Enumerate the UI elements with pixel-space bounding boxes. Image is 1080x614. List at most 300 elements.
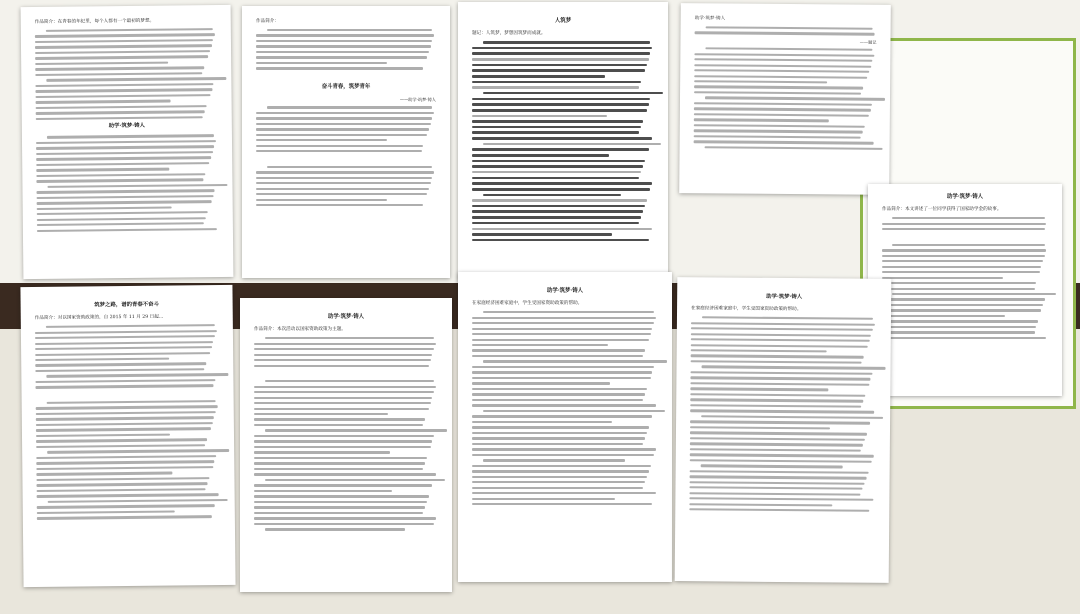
text-line (472, 199, 647, 201)
text-line (483, 143, 661, 145)
text-line (472, 426, 649, 428)
text-line (472, 404, 656, 406)
text-line (472, 239, 649, 242)
text-line (35, 379, 215, 383)
text-line (254, 386, 436, 388)
text-line (37, 211, 208, 215)
text-line (472, 382, 610, 384)
text-line (265, 429, 447, 431)
essay-page-8 (458, 272, 672, 582)
text-line (690, 437, 865, 441)
text-line (690, 410, 874, 414)
text-line (36, 145, 214, 149)
text-line (472, 131, 639, 134)
text-line (472, 228, 652, 230)
page-title: 助学·筑梦·铸人 (946, 194, 984, 200)
text-line (691, 349, 827, 353)
text-line (691, 355, 864, 359)
text-line (483, 41, 650, 44)
text-line (689, 497, 873, 501)
text-line (254, 354, 432, 356)
text-line (254, 343, 436, 345)
text-line (256, 67, 423, 69)
text-line (36, 94, 211, 98)
text-line (35, 358, 169, 362)
text-line (472, 52, 650, 55)
text-line (35, 368, 204, 372)
text-line (47, 400, 216, 404)
page-heading: 助学·筑梦·铸人 (694, 16, 726, 22)
text-line (254, 348, 434, 350)
text-line (691, 344, 868, 348)
text-line (254, 512, 423, 514)
text-line (35, 346, 212, 350)
text-line (690, 371, 872, 375)
text-line (36, 455, 216, 459)
text-line (882, 288, 1035, 290)
text-line (694, 53, 874, 57)
text-line (690, 431, 867, 435)
text-line (694, 130, 863, 134)
text-line (256, 34, 434, 36)
text-line (882, 277, 1003, 279)
text-line (472, 470, 649, 472)
text-line (256, 139, 387, 141)
text-line (694, 141, 874, 145)
text-line (472, 98, 650, 101)
text-line (254, 365, 429, 367)
essay-page-2 (242, 6, 450, 278)
text-line (483, 410, 665, 412)
text-line (254, 506, 425, 508)
text-line (690, 404, 861, 408)
essay-page-3 (458, 2, 668, 280)
text-line (36, 433, 170, 437)
text-line (882, 223, 1046, 225)
text-line (694, 58, 872, 62)
essay-page-7 (240, 298, 452, 592)
text-line (472, 160, 645, 163)
text-line (690, 426, 830, 430)
text-line (265, 479, 445, 481)
text-line (483, 194, 621, 197)
page-byline: ——题记 (859, 39, 877, 45)
page-opening: 作品简介：本次活动以国家资助政策为主题。 (254, 327, 346, 333)
text-line (254, 462, 425, 464)
text-line (36, 178, 203, 182)
text-line (882, 255, 1045, 257)
text-line (690, 475, 867, 479)
text-line (882, 331, 1035, 333)
text-line (472, 492, 656, 494)
text-line (37, 493, 219, 497)
text-line (472, 47, 652, 50)
text-line (35, 61, 168, 65)
text-line (472, 333, 651, 335)
text-line (267, 106, 433, 108)
text-line (254, 424, 423, 426)
text-line (256, 188, 429, 190)
text-line (36, 116, 203, 120)
text-line (36, 100, 171, 104)
text-line (37, 504, 215, 508)
text-line (36, 110, 205, 114)
text-line (256, 128, 429, 130)
text-line (472, 415, 652, 417)
text-line (690, 481, 865, 485)
text-line (472, 182, 652, 185)
text-line (37, 195, 214, 199)
text-line (472, 388, 647, 390)
text-line (472, 498, 615, 500)
text-line (36, 162, 209, 166)
page-title: 筑梦之路，谱的青春不奋斗 (94, 301, 160, 309)
text-line (472, 371, 652, 373)
text-line (35, 352, 210, 356)
text-line (702, 316, 873, 320)
text-line (472, 349, 645, 351)
text-line (472, 339, 649, 341)
text-line (472, 454, 654, 456)
text-line (48, 499, 228, 503)
text-line (256, 112, 434, 114)
page-title: 助学·筑梦·铸人 (546, 288, 584, 294)
text-line (46, 373, 228, 377)
text-line (36, 466, 213, 470)
text-line (254, 457, 427, 459)
text-line (472, 115, 607, 117)
text-line (35, 335, 215, 339)
text-line (694, 113, 869, 117)
text-line (254, 440, 432, 442)
text-line (472, 109, 647, 112)
text-line (254, 435, 434, 437)
text-line (256, 182, 431, 184)
text-line (36, 417, 214, 421)
text-line (689, 503, 832, 507)
text-line (691, 322, 875, 326)
text-line (472, 75, 605, 78)
text-line (254, 408, 429, 410)
page-opening: 在家庭经济困难家庭中，学生受国家资助政策的帮助。 (472, 301, 583, 307)
text-line (267, 29, 433, 31)
text-line (254, 495, 429, 497)
text-line (256, 134, 427, 136)
text-line (472, 86, 639, 88)
text-line (690, 388, 828, 392)
text-line (882, 337, 1046, 339)
text-line (36, 460, 214, 464)
text-line (256, 45, 431, 47)
text-line (36, 168, 169, 172)
text-line (691, 360, 862, 364)
text-line (36, 105, 207, 109)
text-line (694, 108, 871, 112)
text-line (892, 293, 1056, 295)
text-line (36, 140, 216, 144)
text-line (472, 481, 645, 483)
text-line (35, 39, 213, 43)
text-line (472, 148, 649, 151)
text-line (695, 32, 875, 36)
text-line (254, 413, 388, 415)
text-line (472, 205, 645, 208)
page-title: 助学·筑梦·铸人 (108, 122, 145, 130)
text-line (689, 492, 860, 496)
text-line (35, 33, 215, 37)
text-line (37, 222, 204, 226)
text-line (882, 309, 1041, 311)
text-line (256, 40, 432, 42)
essay-page-6 (20, 285, 235, 587)
text-line (694, 75, 867, 79)
text-line (691, 338, 870, 342)
text-line (472, 58, 649, 60)
text-line (265, 528, 405, 530)
text-line (36, 156, 211, 160)
text-line (36, 422, 213, 426)
text-line (702, 366, 886, 370)
text-line (472, 120, 643, 123)
text-line (254, 468, 423, 470)
text-line (35, 341, 213, 345)
text-line (472, 448, 656, 450)
text-line (35, 55, 208, 59)
text-line (35, 385, 213, 389)
text-line (483, 311, 654, 313)
text-line (35, 88, 212, 92)
text-line (256, 56, 427, 58)
text-line (36, 428, 211, 432)
text-line (254, 397, 432, 399)
text-line (892, 244, 1045, 246)
page-opening: 题记：人筑梦，梦想因筑梦而成就。 (472, 31, 546, 37)
text-line (472, 126, 641, 129)
text-line (472, 69, 645, 72)
text-line (256, 145, 423, 147)
essay-page-5 (868, 184, 1062, 396)
text-line (265, 380, 434, 382)
text-line (694, 91, 861, 95)
text-line (472, 476, 647, 478)
page-opening: 作品简介：本文讲述了一位同学获得了国家助学金的故事。 (882, 207, 1002, 213)
text-line (882, 298, 1045, 300)
text-line (690, 453, 874, 457)
text-line (37, 189, 215, 193)
text-line (690, 442, 863, 446)
text-line (472, 366, 654, 368)
text-line (36, 482, 207, 486)
text-line (706, 26, 873, 30)
text-line (36, 472, 172, 476)
text-line (35, 72, 202, 76)
text-line (689, 508, 869, 512)
text-line (37, 488, 206, 492)
text-line (254, 501, 427, 503)
text-line (46, 77, 226, 81)
text-line (472, 487, 643, 489)
text-line (254, 473, 436, 475)
text-line (47, 134, 214, 138)
page-title: 助学·筑梦·铸人 (327, 314, 365, 320)
text-line (35, 44, 212, 48)
text-line (256, 123, 431, 125)
text-line (694, 64, 871, 68)
text-line (36, 151, 213, 155)
text-line (254, 359, 431, 361)
text-line (483, 92, 663, 95)
essay-page-4 (679, 3, 891, 195)
text-line (694, 124, 865, 128)
text-line (36, 444, 205, 448)
text-line (705, 47, 872, 51)
text-line (472, 64, 647, 67)
text-line (37, 228, 217, 232)
text-line (46, 28, 213, 32)
page-opening: 在家庭经济困难家庭中，学生受国家资助政策的帮助。 (691, 306, 802, 313)
text-line (256, 171, 434, 173)
text-line (694, 119, 829, 123)
text-line (37, 515, 212, 519)
text-line (690, 382, 869, 386)
text-line (690, 399, 863, 403)
text-line (472, 103, 649, 106)
page-byline: ——助学·筑梦·铸人 (399, 96, 436, 102)
text-line (472, 188, 650, 191)
page-opening: 作品简介：对以国家资助政策的，自 2015 年 11 月 29 日起… (34, 314, 164, 322)
text-line (254, 402, 431, 404)
text-line (483, 459, 624, 461)
text-line (689, 486, 862, 490)
text-line (36, 173, 205, 177)
text-line (483, 360, 667, 362)
text-line (690, 470, 869, 474)
text-line (37, 206, 172, 210)
text-line (254, 517, 436, 519)
text-line (472, 443, 643, 445)
text-line (472, 322, 654, 324)
text-line (37, 200, 212, 204)
text-line (882, 271, 1040, 273)
text-line (265, 337, 434, 339)
page-title: 人筑梦 (554, 18, 572, 24)
text-line (36, 406, 218, 410)
text-line (690, 459, 872, 463)
text-line (472, 328, 652, 330)
text-line (472, 344, 608, 346)
text-line (694, 135, 861, 139)
text-line (691, 327, 873, 331)
text-line (472, 137, 652, 140)
text-line (36, 439, 207, 443)
text-line (46, 324, 215, 328)
text-line (882, 315, 1005, 317)
page-opening: 作品简介：在青春的年纪里，每个人都有一个最初的梦想。 (34, 18, 155, 25)
page-title: 助学·筑梦·铸人 (766, 293, 803, 301)
text-line (254, 391, 434, 393)
text-line (472, 233, 612, 236)
text-line (267, 166, 433, 168)
text-line (472, 165, 643, 168)
text-line (882, 326, 1036, 328)
text-line (254, 490, 392, 492)
text-line (694, 69, 869, 73)
text-line (472, 377, 651, 379)
text-line (472, 355, 643, 357)
text-line (694, 102, 872, 106)
essay-page-9 (675, 277, 892, 583)
text-line (256, 199, 387, 201)
text-line (35, 330, 217, 334)
text-line (691, 333, 871, 337)
text-line (704, 146, 882, 150)
text-line (690, 448, 861, 452)
text-line (35, 50, 210, 54)
essay-page-1 (21, 5, 234, 279)
text-line (256, 177, 432, 179)
text-line (472, 432, 647, 434)
text-line (472, 421, 612, 423)
text-line (256, 62, 387, 64)
text-line (705, 97, 885, 101)
text-line (256, 193, 427, 195)
text-line (694, 86, 863, 90)
text-line (690, 420, 870, 424)
text-line (882, 282, 1036, 284)
text-line (690, 377, 870, 381)
text-line (472, 393, 645, 395)
text-line (690, 393, 865, 397)
text-line (882, 228, 1045, 230)
text-line (254, 523, 434, 525)
page-title: 奋斗青春，筑梦青年 (321, 83, 371, 90)
text-line (701, 415, 883, 419)
text-line (472, 503, 652, 505)
text-line (37, 510, 175, 514)
text-line (256, 117, 432, 119)
text-line (882, 249, 1046, 251)
page-heading: 作品简介： (256, 19, 279, 24)
text-line (254, 446, 431, 448)
text-line (35, 66, 204, 70)
text-line (35, 363, 206, 367)
text-line (472, 154, 609, 157)
text-line (254, 451, 390, 453)
text-line (37, 217, 206, 221)
text-line (472, 222, 639, 225)
text-line (472, 171, 641, 173)
text-line (701, 464, 842, 468)
text-line (254, 418, 425, 420)
text-line (882, 266, 1041, 268)
text-line (472, 81, 641, 84)
text-line (882, 260, 1043, 262)
text-line (47, 184, 227, 188)
text-line (35, 83, 213, 87)
text-line (256, 150, 422, 152)
text-line (256, 204, 423, 206)
text-line (472, 216, 641, 219)
text-line (472, 177, 639, 180)
text-line (882, 320, 1038, 322)
text-line (472, 399, 643, 401)
text-line (36, 411, 216, 415)
text-line (256, 51, 429, 53)
text-line (694, 80, 827, 84)
text-line (472, 465, 651, 467)
text-line (254, 484, 432, 486)
text-line (882, 304, 1043, 306)
